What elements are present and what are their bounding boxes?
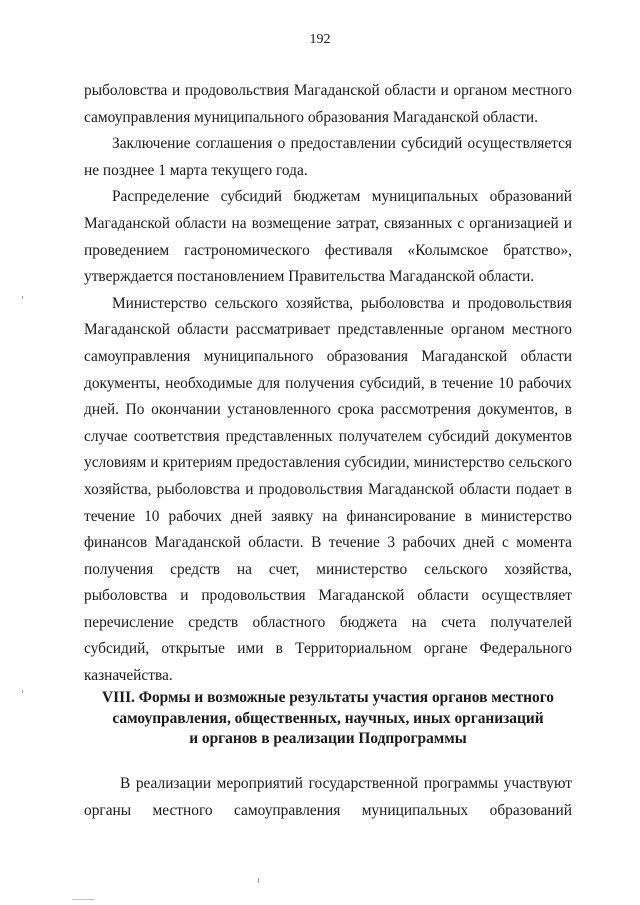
paragraph: рыболовства и продовольствия Магаданской области и органом местного самоуправления муниципального образования Магаданской области. — [84, 82, 572, 126]
body-text — [84, 78, 572, 690]
paragraph: Распределение субсидий бюджетам муниципальных образований Магаданской области на возмещение затрат, связанных с организацией и проведением гастрономического фестиваля «Колымское братство», утверждается постановлением Правительства Магаданской области. — [84, 188, 572, 286]
paragraph: Министерство сельского хозяйства, рыболовства и продовольствия Магаданской области рассматривает представленные органом местного самоуправления муниципального образования Магаданской области документы, необходимые для получения субсидий, в течение 10 рабочих дней. По окончании установленного срока рассмотрения документов, в случае соответствия представленных получателем субсидий документов условиям и критериям предоставления субсидии, министерство сельского хозяйства, рыболовства и продовольствия Магаданской области подает в течение 10 рабочих дней заявку на финансирование в министерство финансов Магаданской области. В течение 3 рабочих дней с момента получения средств на счет, министерство сельского хозяйства, рыболовства и продовольствия Магаданской области осуществляет перечисление средств областного бюджета на счета получателей субсидий, открытые ими в Территориальном органе Федерального казначейства. — [84, 294, 572, 685]
scan-mark — [72, 899, 94, 900]
section-heading-line: и органов в реализации Подпрограммы — [189, 730, 467, 747]
paragraph: В реализации мероприятий государственной программы участвуют органы местного самоуправления муниципальных образований — [84, 775, 572, 819]
paragraph: Заключение соглашения о предоставлении субсидий осуществляется не позднее 1 марта текущего года. — [84, 135, 572, 179]
scan-mark — [22, 690, 23, 693]
scan-mark — [258, 878, 259, 883]
page-number: 192 — [309, 32, 331, 47]
section-heading — [84, 688, 572, 750]
scan-mark — [22, 296, 23, 299]
section-heading-line: самоуправления, общественных, научных, иных организаций — [112, 709, 544, 727]
section-heading-line: VIII. Формы и возможные результаты участия органов местного — [101, 689, 555, 706]
body-text-continuation — [84, 771, 572, 824]
